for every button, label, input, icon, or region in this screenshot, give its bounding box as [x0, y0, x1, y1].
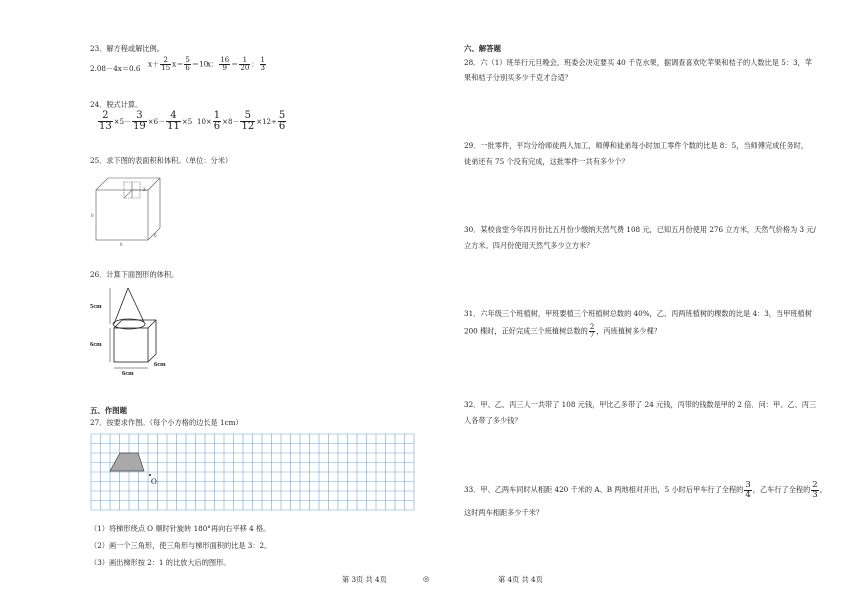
q24-expr-a: $\frac{2}{13}$ ×5－ $\frac{3}{19}$ ×6－ $\frac{4}{11}$ ×5: [99, 110, 193, 132]
q29-line-1: 29．一批零件，平均分给师徒两人加工，师傅和徒弟每小时加工零件个数的比是 8：5，当师傅完成任务时，: [464, 141, 809, 150]
q23-eq3: x： $\frac{16}{9}$ ＝ $\frac{1}{20}$ ： $\frac{1}{3}$: [207, 56, 265, 72]
footer-right-page-number: 第 4页 共 4页: [498, 575, 543, 584]
section-6-heading: 六、解答题: [464, 44, 501, 53]
q27-step-1: （1）将梯形绕点 O 顺时针旋转 180°再向右平移 4 格。: [90, 524, 271, 533]
q24-expr-b: 10× $\frac{1}{6}$ ×8－ $\frac{5}{12}$ ×12÷ $\frac{5}{6}$: [197, 110, 286, 132]
q33-line-2: 这时两车相距多少千米？: [464, 508, 544, 517]
q30-line-2: 立方米。四月份使用天然气多少立方米？: [464, 241, 594, 250]
footer-left-page-number: 第 3页 共 4页: [342, 575, 387, 584]
q27-grid: [90, 433, 422, 517]
q27-step-3: （3）画出梯形按 2：1 的比放大后的图形。: [90, 558, 231, 567]
q23-eq2: x＋ $\frac{2}{15}$ x＝ $\frac{5}{6}$ ＝10: [148, 56, 209, 72]
grid-lines: [91, 434, 414, 510]
q26-label-6cm-width: 6cm: [122, 370, 134, 377]
q25-dim-d: 6: [154, 234, 157, 239]
trapezoid-shape: [110, 453, 144, 471]
q25-dim-c: 6: [120, 243, 123, 248]
q32-line-2: 人各带了多少钱？: [464, 416, 522, 425]
q23-title: 23．解方程或解比例。: [90, 44, 164, 53]
q28-line-1: 28．六（1）班举行元旦晚会，班委会决定要买 40 千克水果，据调查喜欢吃苹果和桔子的人数比是 5：3，苹: [464, 58, 812, 67]
q26-figure: [88, 284, 176, 376]
q30-line-1: 30．某校食堂今年四月份比五月份少缴纳天然气费 108 元，已知五月份使用 276 立方米，天然气价格为 3 元/: [464, 225, 816, 234]
q26-label-6cm-height: 6cm: [90, 341, 102, 348]
footer-center-mark: ◎: [423, 574, 430, 583]
q27-title: 27．按要求作图。（每个小方格的边长是 1cm）: [90, 418, 243, 427]
point-o-label: O: [151, 477, 157, 486]
q29-line-2: 徒弟还有 75 个没有完成，这批零件一共有多少个？: [464, 157, 629, 166]
q26-title: 26．计算下面图形的体积。: [90, 270, 179, 279]
q33-line-1: 33．甲、乙两车同时从相距 420 千米的 A、B 两地相对开出，5 小时后甲车行了全程的 $\frac{3}{4}$ ，乙车行了全程的 $\frac{2}{3}$ ，: [464, 480, 827, 500]
q25-figure: [88, 170, 168, 248]
q23-eq1: 2.08－4x＝0.6: [90, 64, 141, 73]
point-o: [149, 474, 151, 476]
q31-line-2: 200 棵时，正好完成三个班植树总数的 $\frac{2}{7}$ ，丙班植树多少棵？: [464, 323, 661, 339]
q32-line-1: 32．甲、乙、丙三人一共带了 108 元钱，甲比乙多带了 24 元钱，丙带的钱数是甲的 2 倍．问：甲、乙、丙三: [464, 400, 817, 409]
q27-step-2: （2）画一个三角形，使三角形与梯形面积的比是 3：2。: [90, 541, 272, 550]
q26-label-5cm: 5cm: [90, 303, 102, 310]
q26-label-6cm-depth: 6cm: [154, 361, 166, 368]
q28-line-2: 果和桔子分别买多少千克才合适？: [464, 73, 572, 82]
section-5-heading: 五、作图题: [90, 406, 127, 415]
q25-title: 25．求下图的表面积和体积。（单位：分米）: [90, 156, 233, 165]
q24-title: 24．脱式计算。: [90, 100, 143, 109]
q25-dim-a: 2: [143, 188, 146, 193]
q31-line-1: 31．六年级三个班植树，甲班要植三个班植树总数的 40%，乙、丙两班植树的棵数的比是 4：3，当甲班植树: [464, 309, 812, 318]
q25-dim-b: 6: [91, 214, 94, 219]
